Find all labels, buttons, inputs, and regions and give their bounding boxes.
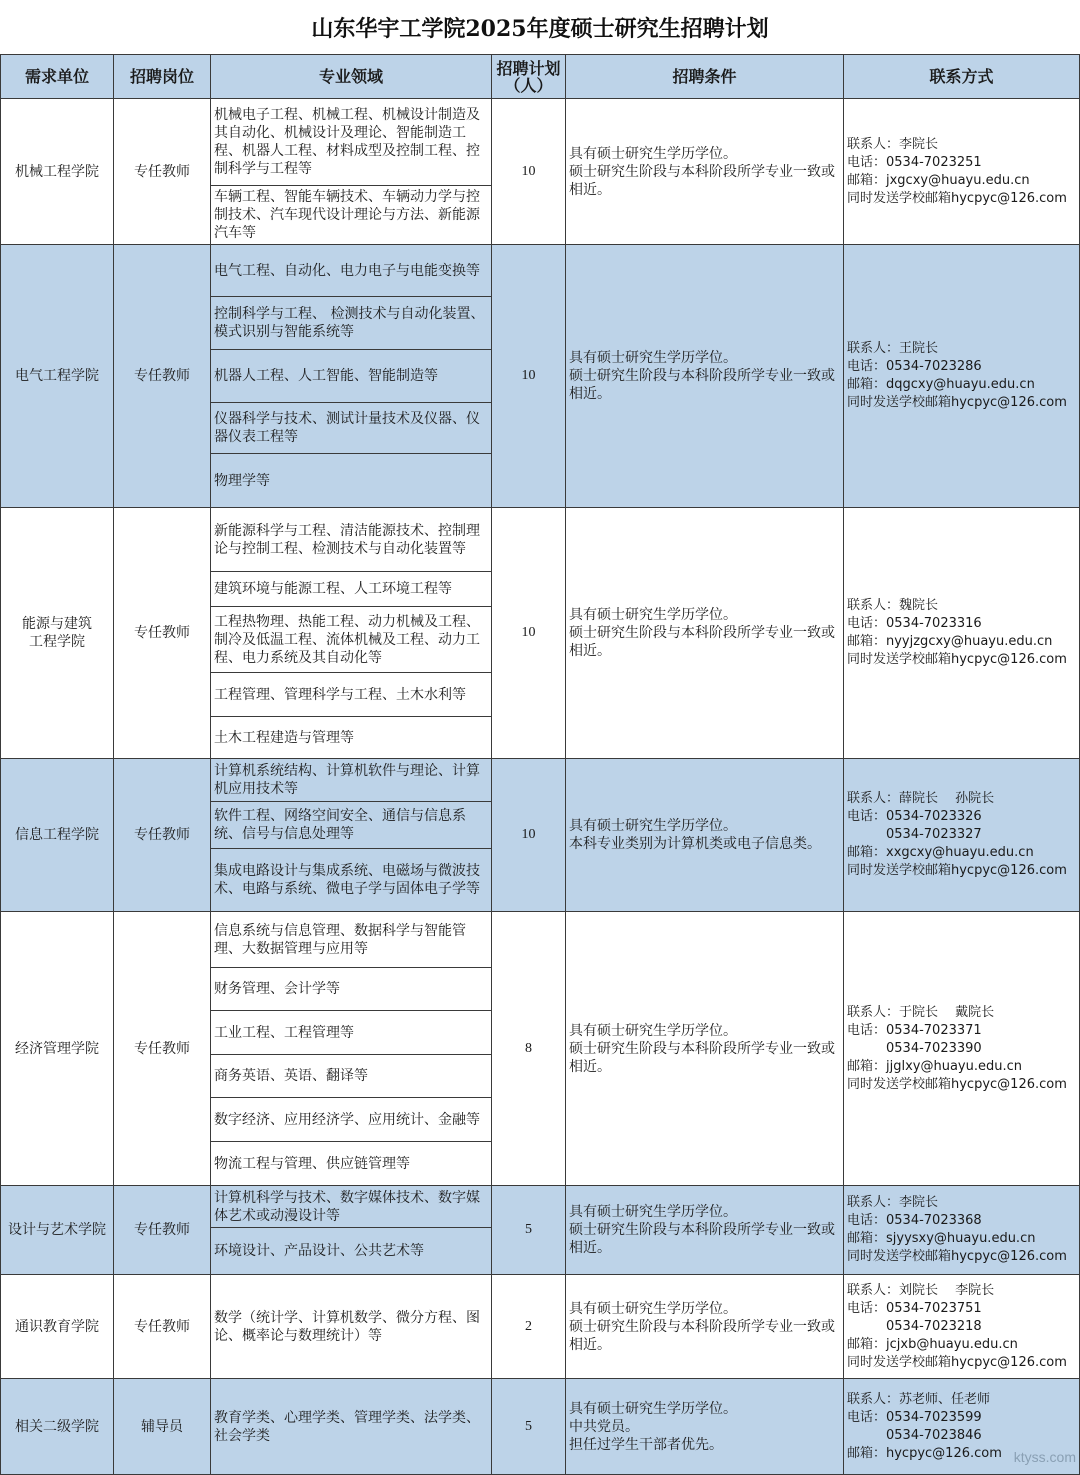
- condition-line: 具有硕士研究生学历学位。: [569, 1300, 737, 1317]
- field-item: [211, 1379, 491, 1474]
- table-row: [1, 912, 1080, 1186]
- condition-line: 硕士研究生阶段与本科阶段所学专业一致或相近。: [569, 1222, 835, 1256]
- table-row: [1, 508, 1080, 759]
- field-cell: [211, 1379, 492, 1475]
- header-contact: 联系方式: [844, 55, 1080, 99]
- contact-line: 联系人：苏老师、任老师: [847, 1391, 991, 1407]
- contact-line: 同时发送学校邮箱hycpyc@126.com: [847, 1249, 1067, 1264]
- condition-line: 具有硕士研究生学历学位。: [569, 1204, 737, 1220]
- contact-cell: [844, 245, 1080, 508]
- contact-line: 同时发送学校邮箱hycpyc@126.com: [847, 190, 1067, 206]
- contact-line: 联系人：王院长: [847, 341, 939, 356]
- field-text: 控制科学与工程、 检测技术与自动化装置、模式识别与智能系统等: [214, 306, 485, 340]
- field-text: 环境设计、产品设计、公共艺术等: [214, 1243, 424, 1259]
- field-cell: [211, 99, 492, 245]
- field-text: 车辆工程、智能车辆技术、车辆动力学与控制技术、汽车现代设计理论与方法、新能源汽车等: [214, 189, 480, 241]
- field-item: [211, 1275, 491, 1378]
- count-cell: 5: [492, 1379, 566, 1475]
- contact-line: 电话：0534-7023751: [847, 1300, 982, 1316]
- conditions-cell: [566, 508, 844, 759]
- field-text: 新能源科学与工程、清洁能源技术、控制理论与控制工程、检测技术与自动化装置等: [214, 522, 480, 557]
- contact-line: 同时发送学校邮箱hycpyc@126.com: [847, 652, 1067, 667]
- count-cell: 8: [492, 912, 566, 1186]
- field-text: 工业工程、工程管理等: [214, 1024, 354, 1041]
- contact-line: 电话：0534-7023368: [847, 1213, 982, 1228]
- count-cell: 2: [492, 1275, 566, 1379]
- condition-line: 具有硕士研究生学历学位。: [569, 145, 737, 162]
- post-cell: 专任教师: [114, 508, 211, 759]
- contact-cell: [844, 1186, 1080, 1275]
- contact-line: 同时发送学校邮箱hycpyc@126.com: [847, 395, 1067, 410]
- condition-line: 本科专业类别为计算机类或电子信息类。: [569, 836, 821, 852]
- post-cell: 专任教师: [114, 1186, 211, 1275]
- condition-line: 硕士研究生阶段与本科阶段所学专业一致或相近。: [569, 163, 835, 198]
- contact-line: 电话：0534-7023286: [847, 359, 982, 374]
- contact-line: 电话：0534-7023316: [847, 616, 982, 631]
- field-item: [211, 572, 491, 607]
- watermark: ktyss.com: [1013, 1449, 1076, 1465]
- count-cell: 10: [492, 245, 566, 508]
- contact-line: 电话：0534-7023599: [847, 1409, 982, 1425]
- contact-line: 0534-7023327: [847, 827, 982, 842]
- field-text: 机器人工程、人工智能、智能制造等: [214, 368, 438, 384]
- field-item: [211, 508, 491, 572]
- table-row: [1, 1186, 1080, 1275]
- post-cell: 专任教师: [114, 912, 211, 1186]
- recruitment-table: [0, 54, 1080, 1475]
- field-item: [211, 717, 491, 758]
- field-item: [211, 1098, 491, 1142]
- field-item: [211, 403, 491, 454]
- field-text: 工程热物理、热能工程、动力机械及工程、制冷及低温工程、流体机械及工程、动力工程、电力系统及其自动化等: [214, 613, 480, 666]
- header-count: 招聘计划 （人）: [492, 55, 566, 99]
- field-cell: [211, 245, 492, 508]
- field-text: 数字经济、应用经济学、应用统计、金融等: [214, 1111, 480, 1128]
- table-row: [1, 99, 1080, 245]
- field-item: [211, 1011, 491, 1055]
- contact-line: 0534-7023846: [847, 1427, 982, 1443]
- condition-line: 硕士研究生阶段与本科阶段所学专业一致或相近。: [569, 368, 835, 402]
- contact-line: 邮箱：jxgcxy@huayu.edu.cn: [847, 172, 1030, 188]
- contact-cell: [844, 99, 1080, 245]
- table-row: [1, 759, 1080, 912]
- unit-cell: 经济管理学院: [1, 912, 114, 1186]
- contact-line: 联系人：魏院长: [847, 598, 939, 613]
- field-cell: [211, 1275, 492, 1379]
- count-cell: 10: [492, 508, 566, 759]
- conditions-cell: [566, 99, 844, 245]
- condition-line: 硕士研究生阶段与本科阶段所学专业一致或相近。: [569, 1040, 835, 1075]
- unit-cell: 能源与建筑 工程学院: [1, 508, 114, 759]
- field-text: 机械电子工程、机械工程、机械设计制造及其自动化、机械设计及理论、智能制造工程、机器人工程、材料成型及控制工程、控制科学与工程等: [214, 107, 480, 177]
- field-item: [211, 607, 491, 673]
- condition-line: 具有硕士研究生学历学位。: [569, 818, 737, 834]
- field-item: [211, 759, 491, 802]
- contact-line: 邮箱：xxgcxy@huayu.edu.cn: [847, 845, 1034, 860]
- contact-line: 同时发送学校邮箱hycpyc@126.com: [847, 1076, 1067, 1092]
- post-cell: 专任教师: [114, 759, 211, 912]
- field-text: 计算机科学与技术、数字媒体技术、数字媒体艺术或动漫设计等: [214, 1189, 480, 1224]
- table-row: [1, 1275, 1080, 1379]
- conditions-cell: [566, 1275, 844, 1379]
- condition-line: 具有硕士研究生学历学位。: [569, 1022, 737, 1039]
- field-item: [211, 454, 491, 507]
- contact-line: 邮箱：sjyysxy@huayu.edu.cn: [847, 1231, 1036, 1246]
- contact-line: 邮箱：nyyjzgcxy@huayu.edu.cn: [847, 634, 1053, 649]
- field-item: [211, 1228, 491, 1274]
- field-text: 财务管理、会计学等: [214, 981, 340, 997]
- unit-cell: 设计与艺术学院: [1, 1186, 114, 1275]
- conditions-cell: [566, 1186, 844, 1275]
- contact-line: 联系人：李院长: [847, 136, 939, 152]
- condition-line: 具有硕士研究生学历学位。: [569, 350, 737, 366]
- field-item: [211, 350, 491, 403]
- contact-cell: [844, 508, 1080, 759]
- field-item: [211, 802, 491, 849]
- field-text: 计算机系统结构、计算机软件与理论、计算机应用技术等: [214, 763, 480, 797]
- conditions-cell: [566, 912, 844, 1186]
- contact-line: 电话：0534-7023251: [847, 154, 982, 170]
- conditions-cell: [566, 759, 844, 912]
- condition-line: 硕士研究生阶段与本科阶段所学专业一致或相近。: [569, 1318, 835, 1353]
- field-text: 软件工程、网络空间安全、通信与信息系统、信号与信息处理等: [214, 808, 466, 842]
- post-cell: 专任教师: [114, 245, 211, 508]
- field-text: 信息系统与信息管理、数据科学与智能管理、大数据管理与应用等: [214, 922, 466, 957]
- field-text: 工程管理、管理科学与工程、土木水利等: [214, 686, 466, 703]
- contact-line: 联系人：李院长: [847, 1195, 939, 1210]
- condition-line: 具有硕士研究生学历学位。: [569, 607, 737, 623]
- unit-cell: 相关二级学院: [1, 1379, 114, 1475]
- field-cell: [211, 1186, 492, 1275]
- post-cell: 专任教师: [114, 1275, 211, 1379]
- field-item: [211, 1186, 491, 1228]
- table-row: [1, 245, 1080, 508]
- field-text: 集成电路设计与集成系统、电磁场与微波技术、电路与系统、微电子学与固体电子学等: [214, 863, 480, 897]
- post-cell: 辅导员: [114, 1379, 211, 1475]
- conditions-cell: [566, 245, 844, 508]
- count-cell: 10: [492, 99, 566, 245]
- field-item: [211, 297, 491, 350]
- header-post: 招聘岗位: [114, 55, 211, 99]
- contact-cell: [844, 1275, 1080, 1379]
- field-text: 物理学等: [214, 472, 270, 489]
- field-text: 物流工程与管理、供应链管理等: [214, 1155, 410, 1172]
- header-conditions: 招聘条件: [566, 55, 844, 99]
- unit-cell: 信息工程学院: [1, 759, 114, 912]
- field-item: [211, 673, 491, 717]
- contact-line: 邮箱：dqgcxy@huayu.edu.cn: [847, 377, 1035, 392]
- contact-line: 邮箱：jjglxy@huayu.edu.cn: [847, 1058, 1022, 1074]
- field-text: 建筑环境与能源工程、人工环境工程等: [214, 581, 452, 597]
- contact-line: 电话：0534-7023371: [847, 1022, 982, 1038]
- page-title: 山东华宇工学院2025年度硕士研究生招聘计划: [311, 15, 769, 42]
- field-text: 土木工程建造与管理等: [214, 729, 354, 746]
- field-item: [211, 1055, 491, 1098]
- header-field: 专业领域: [211, 55, 492, 99]
- contact-line: 联系人：刘院长 李院长: [847, 1282, 995, 1298]
- field-cell: [211, 759, 492, 912]
- field-text: 数学（统计学、计算机数学、微分方程、图论、概率论与数理统计）等: [214, 1309, 480, 1344]
- field-item: [211, 968, 491, 1011]
- field-item: [211, 99, 491, 186]
- field-cell: [211, 912, 492, 1186]
- contact-line: 邮箱：jcjxb@huayu.edu.cn: [847, 1336, 1018, 1352]
- condition-line: 具有硕士研究生学历学位。: [569, 1400, 737, 1417]
- conditions-cell: [566, 1379, 844, 1475]
- field-text: 电气工程、自动化、电力电子与电能变换等: [214, 262, 480, 279]
- contact-cell: [844, 759, 1080, 912]
- unit-cell: 电气工程学院: [1, 245, 114, 508]
- field-item: [211, 1142, 491, 1185]
- post-cell: 专任教师: [114, 99, 211, 245]
- condition-line: 担任过学生干部者优先。: [569, 1436, 723, 1453]
- table-row: [1, 1379, 1080, 1475]
- field-item: [211, 245, 491, 297]
- field-item: [211, 849, 491, 911]
- field-item: [211, 186, 491, 244]
- contact-cell: [844, 912, 1080, 1186]
- field-item: [211, 912, 491, 968]
- contact-line: 0534-7023218: [847, 1318, 982, 1334]
- contact-line: 电话：0534-7023326: [847, 809, 982, 824]
- contact-line: 同时发送学校邮箱hycpyc@126.com: [847, 863, 1067, 878]
- count-cell: 10: [492, 759, 566, 912]
- field-text: 教育学类、心理学类、管理学类、法学类、社会学类: [214, 1409, 480, 1444]
- contact-line: 联系人：于院长 戴院长: [847, 1004, 995, 1020]
- header-unit: 需求单位: [1, 55, 114, 99]
- unit-cell: 机械工程学院: [1, 99, 114, 245]
- table-header-row: [1, 55, 1080, 99]
- contact-line: 同时发送学校邮箱hycpyc@126.com: [847, 1354, 1067, 1370]
- condition-line: 硕士研究生阶段与本科阶段所学专业一致或相近。: [569, 625, 835, 659]
- count-cell: 5: [492, 1186, 566, 1275]
- field-text: 仪器科学与技术、测试计量技术及仪器、仪器仪表工程等: [214, 411, 480, 445]
- field-cell: [211, 508, 492, 759]
- unit-cell: 通识教育学院: [1, 1275, 114, 1379]
- contact-line: 邮箱：hycpyc@126.com: [847, 1445, 1002, 1461]
- condition-line: 中共党员。: [569, 1418, 639, 1435]
- contact-line: 0534-7023390: [847, 1040, 982, 1056]
- field-text: 商务英语、英语、翻译等: [214, 1068, 368, 1084]
- contact-line: 联系人：薛院长 孙院长: [847, 791, 995, 806]
